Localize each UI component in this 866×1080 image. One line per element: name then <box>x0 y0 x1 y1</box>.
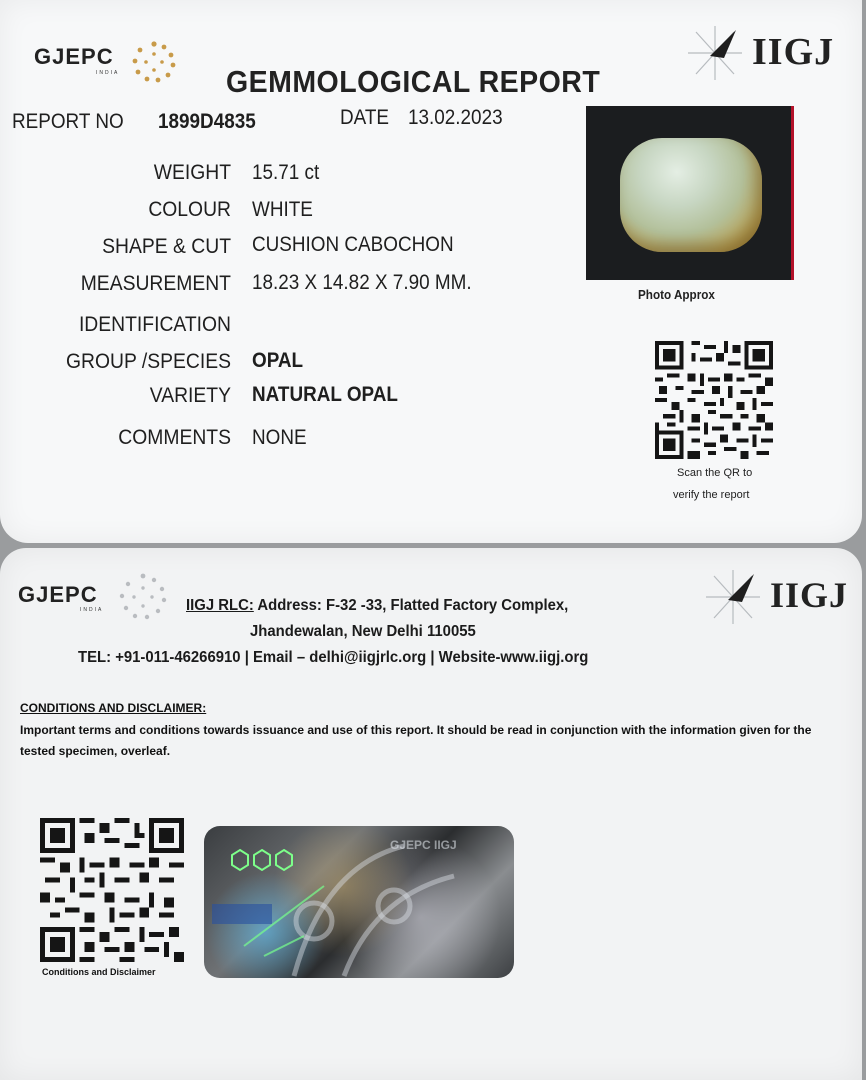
gjepc-logo: GJEPC <box>34 44 114 69</box>
contact-line: TEL: +91-011-46266910 | Email – delhi@iigjrlc.org | Website-www.iigj.org <box>78 649 589 666</box>
disclaimer-qr-code[interactable] <box>40 818 184 962</box>
address-line-2: Jhandewalan, New Delhi 110055 <box>250 623 476 640</box>
address-line-1 <box>186 597 568 615</box>
field-value-measurement: 18.23 X 14.82 X 7.90 MM. <box>252 271 472 294</box>
field-label-variety: VARIETY <box>149 384 231 407</box>
field-value-shape-cut: CUSHION CABOCHON <box>252 233 454 256</box>
gemstone-photo <box>586 106 794 280</box>
hologram-watermark: GJEPC IIGJ <box>390 838 457 852</box>
gjepc-emblem-icon <box>128 38 180 86</box>
field-label-identification: IDENTIFICATION <box>78 313 231 336</box>
conditions-text: Important terms and conditions towards issuance and use of this report. It should be read in conjunction with the information given for the tested specimen, overleaf. <box>20 723 812 758</box>
address-text-1: Address: F-32 -33, Flatted Factory Complex, <box>257 597 569 614</box>
field-value-colour: WHITE <box>252 198 313 221</box>
verification-qr-code[interactable] <box>655 341 773 459</box>
opal-gemstone-image <box>620 138 762 252</box>
address-label: IIGJ RLC: <box>186 597 254 614</box>
field-label-colour: COLOUR <box>148 198 231 221</box>
field-label-shape-cut: SHAPE & CUT <box>102 235 231 258</box>
field-value-comments: NONE <box>252 426 307 449</box>
hologram-pattern <box>204 826 514 978</box>
disclaimer-qr-caption: Conditions and Disclaimer <box>42 967 156 977</box>
qr-caption-line-2: verify the report <box>673 489 750 501</box>
gjepc-logo-subtitle-back: INDIA <box>80 607 104 613</box>
iigj-logo: IIGJ <box>752 31 835 73</box>
hologram-sticker <box>204 826 514 978</box>
field-label-measurement: MEASUREMENT <box>80 272 231 295</box>
field-label-comments: COMMENTS <box>118 426 231 449</box>
iigj-emblem-icon-back <box>702 566 764 628</box>
field-label-weight: WEIGHT <box>153 161 231 184</box>
photo-caption: Photo Approx <box>638 287 715 302</box>
conditions-heading: CONDITIONS AND DISCLAIMER: <box>20 701 207 715</box>
report-date-label: DATE <box>340 106 390 129</box>
iigj-emblem-icon <box>684 22 746 84</box>
report-number-label: REPORT NO <box>12 110 124 133</box>
iigj-logo-back: IIGJ <box>770 575 849 615</box>
gjepc-emblem-icon-back <box>116 570 170 624</box>
field-label-group-species: GROUP /SPECIES <box>66 350 231 373</box>
field-value-weight: 15.71 ct <box>252 161 320 184</box>
field-value-group-species: OPAL <box>252 349 304 372</box>
field-value-variety: NATURAL OPAL <box>252 383 398 406</box>
report-title: GEMMOLOGICAL REPORT <box>226 64 601 99</box>
report-date: 13.02.2023 <box>408 106 503 129</box>
report-number: 1899D4835 <box>158 110 256 133</box>
qr-caption-line-1: Scan the QR to <box>677 467 753 479</box>
gjepc-logo-back: GJEPC <box>18 582 98 607</box>
gjepc-logo-subtitle: INDIA <box>96 70 120 76</box>
